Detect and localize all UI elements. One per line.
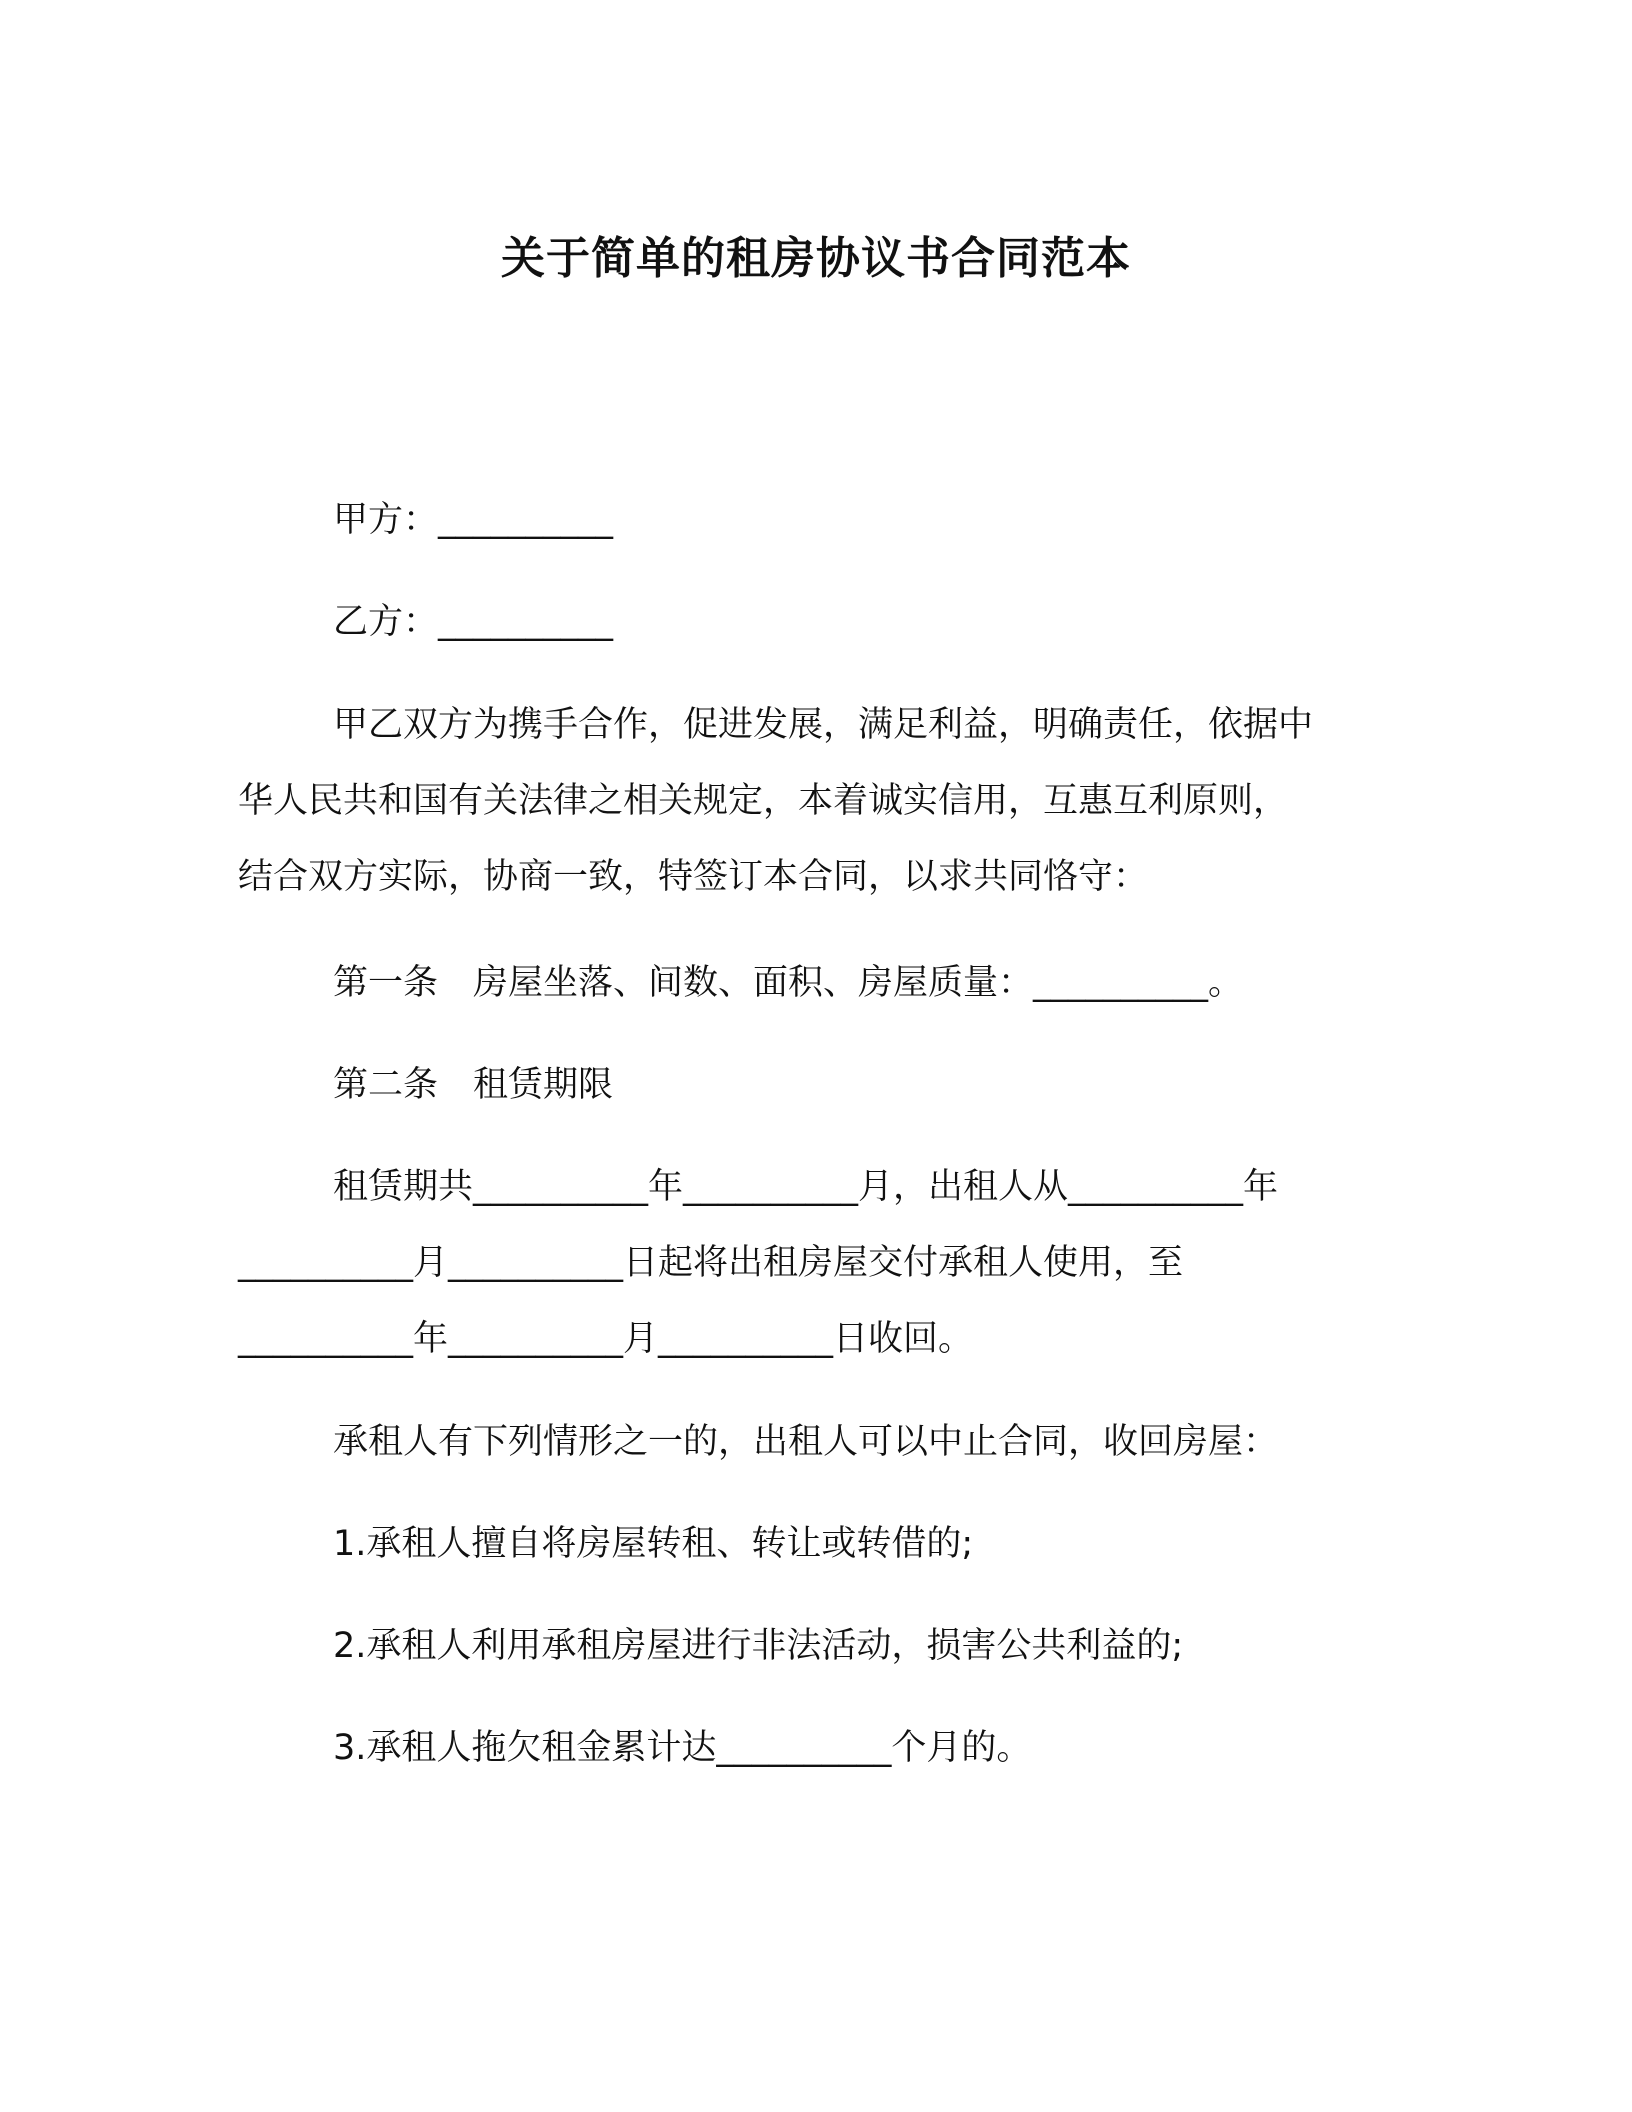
preamble-line-1: 甲乙双方为携手合作，促进发展，满足利益，明确责任，依据中 <box>333 705 1314 745</box>
termination-intro: 承租人有下列情形之一的，出租人可以中止合同，收回房屋： <box>333 1422 1279 1462</box>
document-title: 关于简单的租房协议书合同范本 <box>501 233 1131 284</box>
party-b-line: 乙方：__________ <box>333 602 614 642</box>
preamble-line-2: 华人民共和国有关法律之相关规定，本着诚实信用，互惠互利原则， <box>238 781 1289 821</box>
lease-term-line-2: __________月__________日起将出租房屋交付承租人使用，至 <box>238 1243 1184 1283</box>
article-1: 第一条 房屋坐落、间数、面积、房屋质量：__________。 <box>333 963 1244 1003</box>
list-item-3: 3.承租人拖欠租金累计达__________个月的。 <box>333 1728 1032 1768</box>
lease-term-line-3: __________年__________月__________日收回。 <box>238 1319 974 1359</box>
preamble-line-3: 结合双方实际，协商一致，特签订本合同，以求共同恪守： <box>238 857 1149 897</box>
list-item-1: 1.承租人擅自将房屋转租、转让或转借的; <box>333 1524 974 1564</box>
party-a-line: 甲方：__________ <box>333 500 614 540</box>
list-item-2: 2.承租人利用承租房屋进行非法活动，损害公共利益的; <box>333 1626 1184 1666</box>
article-2-heading: 第二条 租赁期限 <box>333 1065 614 1105</box>
lease-term-line-1: 租赁期共__________年__________月，出租人从__________年 <box>333 1167 1279 1207</box>
